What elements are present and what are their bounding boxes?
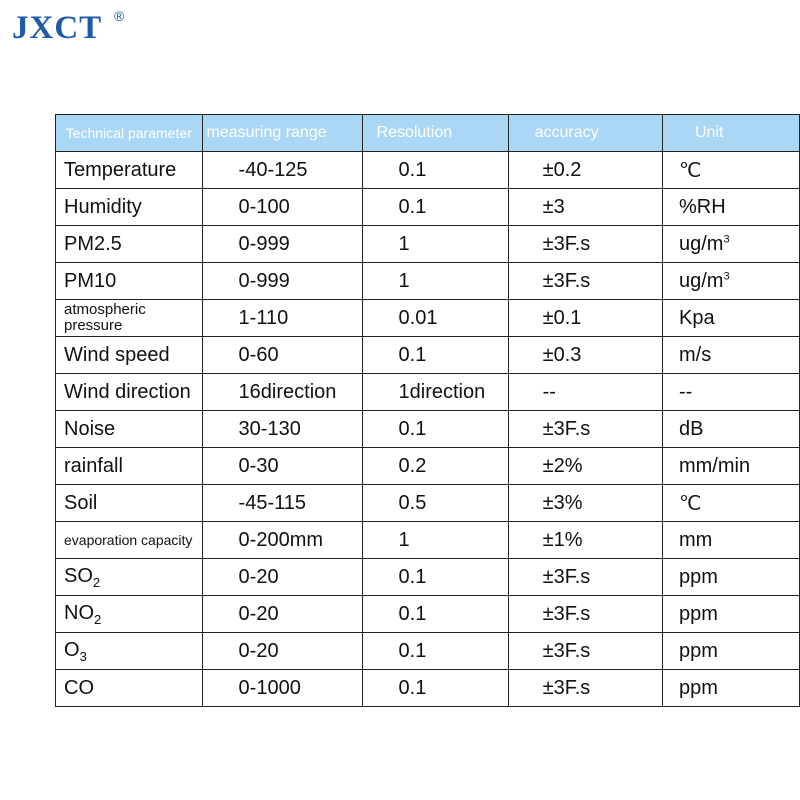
resolution-cell: 0.1	[362, 670, 508, 707]
unit-cell: dB	[662, 411, 799, 448]
header-technical-parameter: Technical parameter	[56, 115, 203, 152]
header-measuring-range: measuring range	[202, 115, 362, 152]
table-header-row	[56, 115, 800, 152]
accuracy-cell: ±0.2	[508, 152, 662, 189]
resolution-cell: 1	[362, 263, 508, 300]
unit-superscript: 3	[723, 269, 730, 282]
table-row	[56, 189, 800, 226]
unit-cell	[662, 226, 799, 263]
range-cell: 0-999	[202, 263, 362, 300]
resolution-cell: 1	[362, 226, 508, 263]
range-cell: -45-115	[202, 485, 362, 522]
header-unit: Unit	[662, 115, 799, 152]
param-subscript: 2	[92, 574, 101, 590]
table-row	[56, 152, 800, 189]
table-row	[56, 670, 800, 707]
accuracy-cell: ±3F.s	[508, 559, 662, 596]
header-resolution: Resolution	[362, 115, 508, 152]
table-row	[56, 522, 800, 559]
spec-table	[55, 114, 800, 707]
param-cell: Humidity	[56, 189, 203, 226]
resolution-cell: 1	[362, 522, 508, 559]
resolution-cell: 0.1	[362, 189, 508, 226]
unit-base: ug/m	[678, 269, 724, 292]
resolution-cell: 0.01	[362, 300, 508, 337]
unit-cell: ppm	[662, 670, 799, 707]
accuracy-cell: ±3F.s	[508, 596, 662, 633]
accuracy-cell: ±3	[508, 189, 662, 226]
unit-cell: ppm	[662, 596, 799, 633]
table-row	[56, 226, 800, 263]
accuracy-cell: ±3F.s	[508, 670, 662, 707]
table-row	[56, 485, 800, 522]
range-cell: 0-30	[202, 448, 362, 485]
table-row	[56, 263, 800, 300]
resolution-cell: 1direction	[362, 374, 508, 411]
unit-base: ug/m	[678, 232, 724, 255]
table-row	[56, 374, 800, 411]
unit-superscript: 3	[723, 232, 730, 245]
range-cell: 0-60	[202, 337, 362, 374]
resolution-cell: 0.2	[362, 448, 508, 485]
table-row	[56, 300, 800, 337]
param-subscript: 3	[79, 648, 87, 664]
table-row	[56, 411, 800, 448]
resolution-cell: 0.1	[362, 596, 508, 633]
accuracy-cell: ±3F.s	[508, 411, 662, 448]
accuracy-cell: ±0.1	[508, 300, 662, 337]
param-cell: rainfall	[56, 448, 203, 485]
registered-mark: ®	[114, 8, 125, 24]
param-cell: Soil	[56, 485, 203, 522]
accuracy-cell: ±3F.s	[508, 633, 662, 670]
param-cell: atmospheric pressure	[56, 300, 203, 337]
range-cell: 16direction	[202, 374, 362, 411]
range-cell: 30-130	[202, 411, 362, 448]
brand-logo: JXCT	[12, 10, 103, 46]
accuracy-cell: ±1%	[508, 522, 662, 559]
range-cell: 0-100	[202, 189, 362, 226]
range-cell: 0-20	[202, 596, 362, 633]
param-subscript: 2	[94, 611, 102, 627]
table-row	[56, 337, 800, 374]
accuracy-cell: ±0.3	[508, 337, 662, 374]
resolution-cell: 0.1	[362, 559, 508, 596]
unit-cell: mm	[662, 522, 799, 559]
resolution-cell: 0.1	[362, 411, 508, 448]
range-cell: 0-999	[202, 226, 362, 263]
range-cell: 0-20	[202, 559, 362, 596]
accuracy-cell: --	[508, 374, 662, 411]
param-cell	[56, 596, 203, 633]
param-cell: CO	[56, 670, 203, 707]
unit-cell: ppm	[662, 633, 799, 670]
resolution-cell: 0.1	[362, 337, 508, 374]
range-cell: 1-110	[202, 300, 362, 337]
table-row	[56, 559, 800, 596]
resolution-cell: 0.1	[362, 152, 508, 189]
unit-cell: ℃	[662, 485, 799, 522]
param-cell: Wind direction	[56, 374, 203, 411]
param-cell	[56, 633, 203, 670]
resolution-cell: 0.1	[362, 633, 508, 670]
table-row	[56, 596, 800, 633]
param-cell: PM10	[56, 263, 203, 300]
accuracy-cell: ±3F.s	[508, 226, 662, 263]
param-cell	[56, 559, 203, 596]
table-row	[56, 633, 800, 670]
accuracy-cell: ±2%	[508, 448, 662, 485]
unit-cell: m/s	[662, 337, 799, 374]
table-row	[56, 448, 800, 485]
param-base: O	[64, 638, 80, 661]
unit-cell: --	[662, 374, 799, 411]
unit-cell	[662, 263, 799, 300]
accuracy-cell: ±3%	[508, 485, 662, 522]
param-base: SO	[64, 564, 93, 587]
unit-cell: mm/min	[662, 448, 799, 485]
header-accuracy: accuracy	[508, 115, 662, 152]
param-cell: Wind speed	[56, 337, 203, 374]
range-cell: 0-20	[202, 633, 362, 670]
param-cell: evaporation capacity	[56, 522, 203, 559]
unit-cell: ppm	[662, 559, 799, 596]
param-cell: Temperature	[56, 152, 203, 189]
range-cell: 0-1000	[202, 670, 362, 707]
unit-cell: ℃	[662, 152, 799, 189]
range-cell: -40-125	[202, 152, 362, 189]
resolution-cell: 0.5	[362, 485, 508, 522]
range-cell: 0-200mm	[202, 522, 362, 559]
param-base: NO	[64, 601, 94, 624]
param-cell: Noise	[56, 411, 203, 448]
unit-cell: Kpa	[662, 300, 799, 337]
accuracy-cell: ±3F.s	[508, 263, 662, 300]
unit-cell: %RH	[662, 189, 799, 226]
param-cell: PM2.5	[56, 226, 203, 263]
